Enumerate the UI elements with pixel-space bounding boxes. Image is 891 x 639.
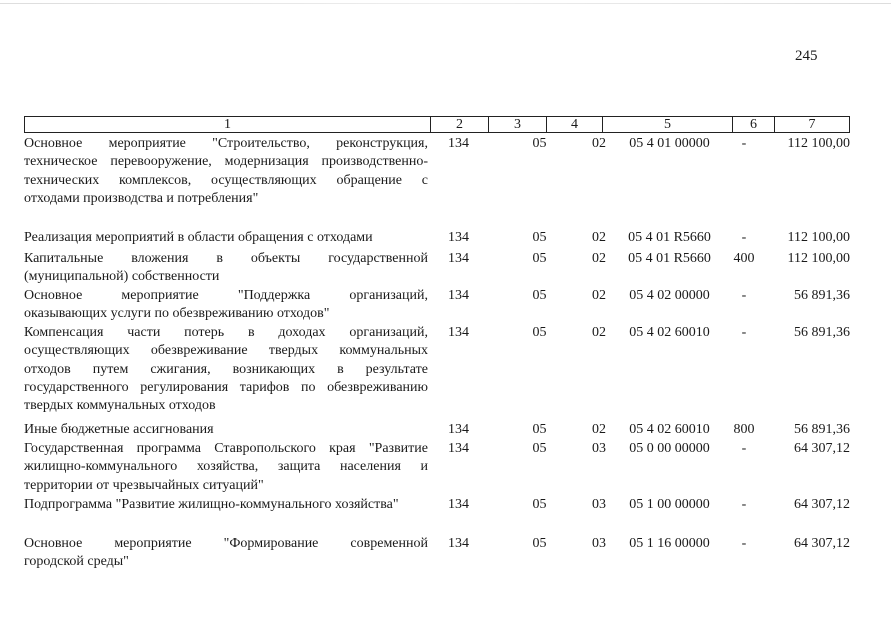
description-line: городской среды" [24,554,129,570]
description-line: (муниципальной) собственности [24,269,220,285]
cell-amount: 64 307,12 [794,497,850,512]
cell-expense-type: 800 [733,422,755,437]
cell-ministry-code: 134 [448,325,469,340]
cell-ministry-code: 134 [448,288,469,303]
cell-ministry-code: 134 [448,136,469,151]
description-line: твердых коммунальных отходов [24,398,216,414]
description-line: отходами производства и потребления" [24,190,259,206]
cell-amount: 112 100,00 [787,251,850,266]
cell-ministry-code: 134 [448,251,469,266]
description-line: Основное мероприятие "Формирование современной [24,536,428,551]
header-col-3: 3 [489,117,547,132]
cell-subsection: 02 [592,325,606,340]
row-description [24,229,428,247]
row-description [24,421,428,439]
cell-amount: 64 307,12 [794,536,850,551]
description-line: жилищно-коммунального хозяйства, защита населения и [24,459,428,475]
cell-expense-type: - [741,230,747,245]
cell-ministry-code: 134 [448,230,469,245]
description-line: Подпрограмма "Развитие жилищно-коммунального хозяйства" [24,497,399,512]
description-line: оказывающих услуги по обезвреживанию отходов" [24,306,330,322]
row-description [24,287,428,324]
cell-section: 05 [532,422,547,437]
cell-subsection: 02 [592,136,606,151]
cell-expense-type: - [741,288,747,303]
cell-target-article: 05 4 02 00000 [629,288,710,303]
header-col-4: 4 [547,117,603,132]
cell-target-article: 05 4 02 60010 [629,422,710,437]
description-line: Капитальные вложения в объекты государственной [24,251,428,266]
cell-section: 05 [532,325,547,340]
description-line: территории от чрезвычайных ситуаций" [24,477,264,493]
cell-amount: 112 100,00 [787,136,850,151]
description-line: осуществляющих обезвреживание твердых коммунальных [24,343,428,359]
cell-subsection: 03 [592,441,606,456]
row-description [24,135,428,208]
description-line: Иные бюджетные ассигнования [24,422,214,437]
cell-subsection: 02 [592,422,606,437]
header-col-5: 5 [603,117,733,132]
scan-edge-line [0,3,891,4]
description-line: Государственная программа Ставропольского края "Развитие [24,441,428,456]
cell-expense-type: - [741,136,747,151]
description-line: техническое перевооружение, модернизация производственно- [24,154,428,170]
cell-ministry-code: 134 [448,422,469,437]
cell-target-article: 05 4 01 R5660 [628,251,711,266]
table-header [24,116,850,133]
row-description [24,440,428,495]
cell-subsection: 03 [592,497,606,512]
cell-target-article: 05 1 16 00000 [629,536,710,551]
cell-ministry-code: 134 [448,497,469,512]
header-col-1: 1 [25,117,431,132]
cell-expense-type: - [741,497,747,512]
cell-section: 05 [532,497,547,512]
cell-ministry-code: 134 [448,536,469,551]
header-col-7: 7 [808,117,816,132]
page-number: 245 [795,48,818,64]
cell-target-article: 05 4 02 60010 [629,325,710,340]
description-line: технических комплексов, осуществляющих обращение с [24,172,428,188]
cell-target-article: 05 4 01 00000 [629,136,710,151]
cell-subsection: 02 [592,288,606,303]
cell-section: 05 [532,441,547,456]
cell-section: 05 [532,230,547,245]
cell-amount: 56 891,36 [794,288,850,303]
cell-amount: 56 891,36 [794,422,850,437]
row-description [24,324,428,415]
row-description [24,535,428,572]
cell-section: 05 [532,536,547,551]
row-description [24,250,428,287]
cell-amount: 56 891,36 [794,325,850,340]
cell-section: 05 [532,136,547,151]
cell-expense-type: 400 [733,251,755,266]
description-line: Основное мероприятие "Поддержка организаций, [24,288,428,303]
cell-target-article: 05 4 01 R5660 [628,230,711,245]
cell-ministry-code: 134 [448,441,469,456]
cell-expense-type: - [741,536,747,551]
description-line: отходов путем сжигания, возникающих в результате [24,361,428,377]
row-description [24,496,428,514]
description-line: Основное мероприятие "Строительство, реконструкция, [24,136,428,151]
cell-amount: 112 100,00 [787,230,850,245]
cell-subsection: 03 [592,536,606,551]
cell-target-article: 05 1 00 00000 [629,497,710,512]
description-line: Компенсация части потерь в доходах организаций, [24,325,428,340]
cell-amount: 64 307,12 [794,441,850,456]
header-col-6: 6 [733,117,775,132]
cell-section: 05 [532,251,547,266]
cell-section: 05 [532,288,547,303]
cell-target-article: 05 0 00 00000 [629,441,710,456]
header-col-2: 2 [431,117,489,132]
description-line: Реализация мероприятий в области обращения с отходами [24,230,373,245]
description-line: государственного регулирования тарифов по обезвреживанию [24,379,428,395]
cell-subsection: 02 [592,230,606,245]
cell-subsection: 02 [592,251,606,266]
cell-expense-type: - [741,441,747,456]
cell-expense-type: - [741,325,747,340]
